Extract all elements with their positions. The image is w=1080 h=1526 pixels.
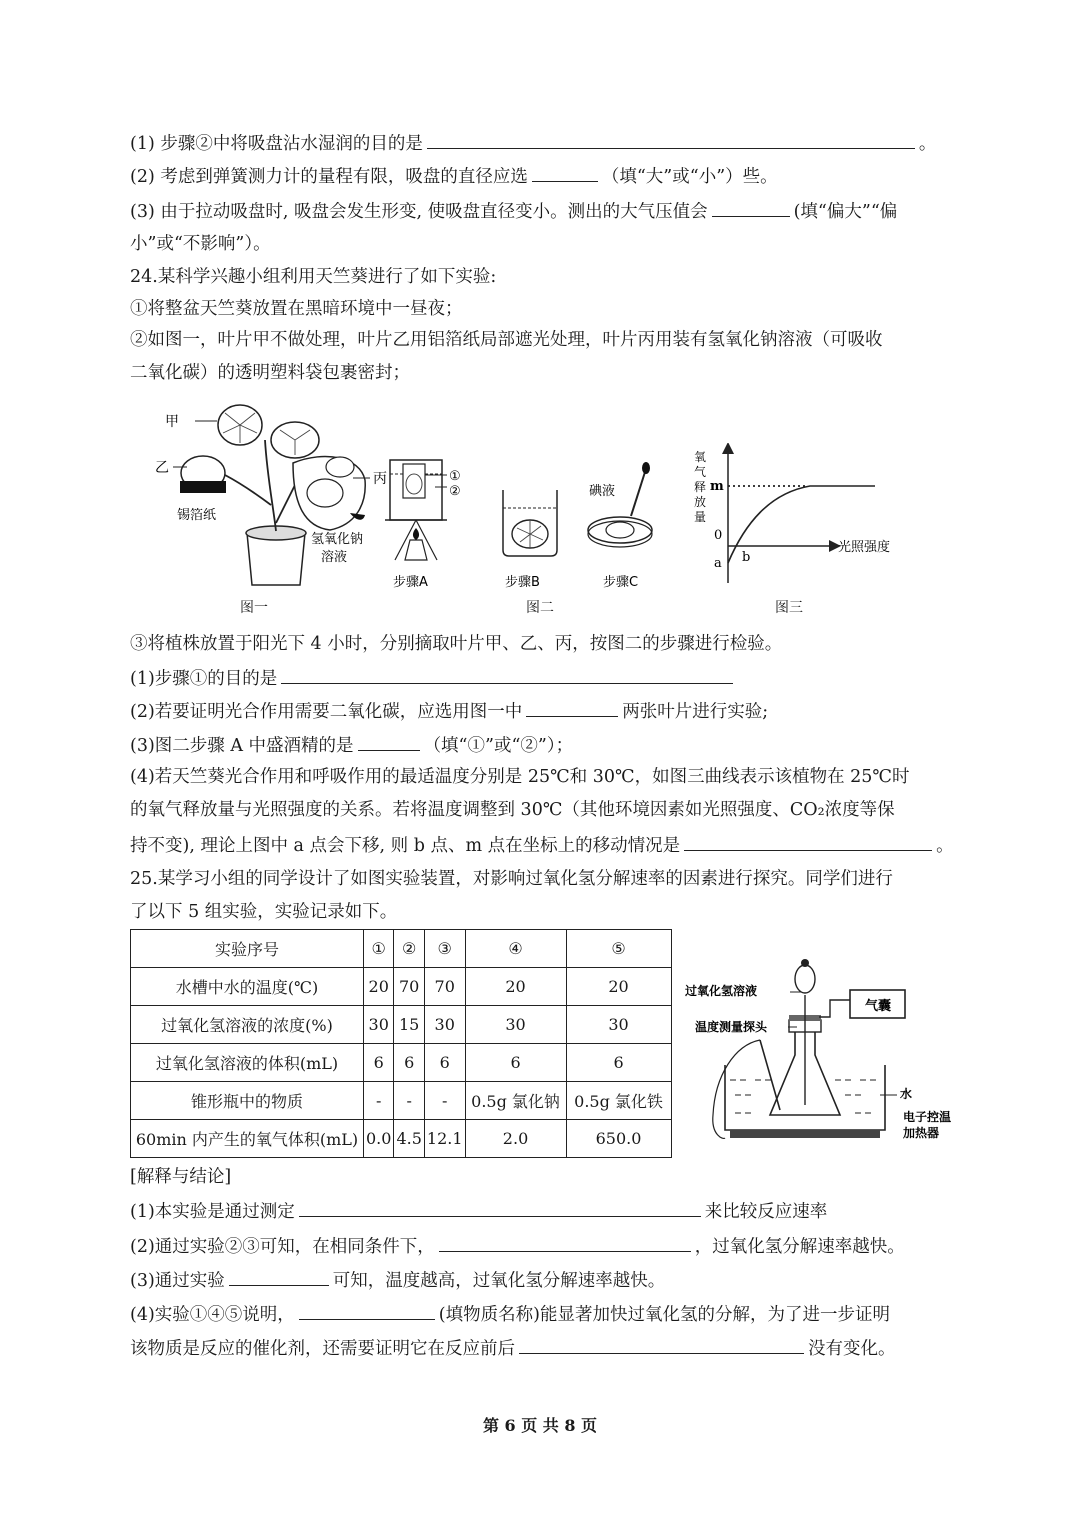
q24-part-2: (2)若要证明光合作用需要二氧化碳，应选用图一中 两张叶片进行实验; — [130, 698, 768, 724]
q24-step-2b: 二氧化碳）的透明塑料袋包裹密封； — [130, 363, 410, 383]
q25-part-4a: (4)实验①④⑤说明， (填物质名称)能显著加快过氧化氢的分解，为了进一步证明 — [130, 1301, 890, 1327]
label-m: m — [710, 479, 724, 494]
q24-part-4a: (4)若天竺葵光合作用和呼吸作用的最适温度分别是 25℃和 30℃，如图三曲线表示该植物在 25℃时 — [130, 767, 910, 787]
answer-blank[interactable] — [684, 832, 932, 851]
q25-part-4b: 该物质是反应的催化剂，还需要证明它在反应前后 没有变化。 — [130, 1335, 896, 1361]
answer-blank[interactable] — [712, 198, 790, 217]
label-circle-1: ① — [449, 469, 461, 484]
q25-title-1: 25.某学习小组的同学设计了如图实验装置，对影响过氧化氢分解速率的因素进行探究。同学们进行 — [130, 869, 893, 889]
label-water: 水 — [900, 1087, 913, 1101]
q24-step-1: ①将整盆天竺葵放置在黑暗环境中一昼夜； — [130, 299, 463, 319]
label-foil: 锡箔纸 — [177, 508, 217, 523]
y-label-1: 氧 — [694, 450, 707, 464]
answer-blank[interactable] — [358, 732, 420, 751]
q23-line-1: (1) 步骤②中将吸盘沾水湿润的目的是 。 — [130, 130, 936, 156]
y-label-4: 放 — [694, 495, 707, 509]
heater-plate — [730, 1130, 880, 1138]
oxygen-light-graph — [690, 443, 930, 643]
answer-blank[interactable] — [519, 1335, 804, 1354]
q24-step-3: ③将植株放置于阳光下 4 小时，分别摘取叶片甲、乙、丙，按图二的步骤进行检验。 — [130, 634, 783, 654]
label-heater-1: 电子控温 — [903, 1110, 952, 1124]
q24-part-3: (3)图二步骤 A 中盛酒精的是 （填“①”或“②”）； — [130, 732, 573, 758]
label-yi: 乙 — [155, 460, 169, 476]
q24-part-4c: 持不变), 理论上图中 a 点会下移, 则 b 点、m 点在坐标上的移动情况是 。 — [130, 832, 954, 858]
table-row: 实验序号 ① ② ③ ④ ⑤ — [131, 930, 672, 968]
label-naoh-2: 溶液 — [321, 550, 348, 565]
label-b: b — [742, 550, 751, 565]
answer-blank[interactable] — [281, 665, 733, 684]
q25-part-1: (1)本实验是通过测定 来比较反应速率 — [130, 1198, 827, 1224]
caption-fig1: 图一 — [240, 600, 268, 616]
plant-figure — [155, 395, 395, 600]
q24-part-1: (1)步骤①的目的是 — [130, 665, 737, 691]
label-heater-2: 加热器 — [903, 1126, 940, 1140]
q24-part-4b: 的氧气释放量与光照强度的关系。若将温度调整到 30℃（其他环境因素如光照强度、CO₂浓度等保 — [130, 800, 895, 820]
label-h2o2: 过氧化氢溶液 — [685, 984, 758, 998]
label-step-c: 步骤C — [603, 575, 639, 590]
label-naoh-1: 氢氧化钠 — [311, 532, 364, 547]
y-label-5: 量 — [694, 510, 707, 524]
answer-blank[interactable] — [439, 1233, 691, 1252]
label-step-a: 步骤A — [393, 575, 428, 590]
table-row: 60min 内产生的氧气体积(mL) 0.0 4.5 12.1 2.0 650.0 — [131, 1120, 672, 1158]
label-step-b: 步骤B — [505, 575, 540, 590]
caption-fig2: 图二 — [526, 600, 554, 616]
answer-blank[interactable] — [229, 1267, 329, 1286]
answer-blank[interactable] — [532, 163, 598, 182]
page-footer: 第 6 页 共 8 页 — [482, 1416, 598, 1435]
y-label-2: 气 — [694, 465, 707, 479]
caption-fig3: 图三 — [775, 600, 803, 616]
q24-step-2a: ②如图一，叶片甲不做处理，叶片乙用铝箔纸局部遮光处理，叶片丙用装有氢氧化钠溶液（可吸收 — [130, 330, 883, 350]
x-label: 光照强度 — [838, 540, 891, 555]
answer-blank[interactable] — [299, 1301, 435, 1320]
label-jia: 甲 — [165, 414, 179, 430]
table-row: 水槽中水的温度(℃) 20 70 70 20 20 — [131, 968, 672, 1006]
experiment-table — [130, 929, 672, 1158]
q25-part-2: (2)通过实验②③可知，在相同条件下， ，过氧化氢分解速率越快。 — [130, 1233, 905, 1259]
q23-line-3: (3) 由于拉动吸盘时, 吸盘会发生形变, 使吸盘直径变小。测出的大气压值会 (填“偏大”“偏 — [130, 198, 897, 224]
table-row: 过氧化氢溶液的浓度(%) 30 15 30 30 30 — [131, 1006, 672, 1044]
q25-part-3: (3)通过实验 可知，温度越高，过氧化氢分解速率越快。 — [130, 1267, 665, 1293]
q23-line-4: 小”或“不影响”）。 — [130, 234, 271, 254]
table-row: 锥形瓶中的物质 - - - 0.5g 氯化钠 0.5g 氯化铁 — [131, 1082, 672, 1120]
figures-row — [130, 395, 950, 625]
q24-title: 24.某科学兴趣小组利用天竺葵进行了如下实验: — [130, 267, 497, 287]
apparatus-figure — [685, 955, 975, 1155]
label-circle-2: ② — [449, 484, 461, 499]
label-zero: 0 — [714, 528, 723, 543]
label-bag: 气囊 — [865, 999, 892, 1014]
answer-blank[interactable] — [526, 698, 618, 717]
q25-title-2: 了以下 5 组实验，实验记录如下。 — [130, 902, 398, 922]
label-a: a — [714, 556, 722, 571]
answer-blank[interactable] — [427, 130, 915, 149]
q23-line-2: (2) 考虑到弹簧测力计的量程有限，吸盘的直径应选 （填“大”或“小”）些。 — [130, 163, 778, 189]
steps-figure — [375, 450, 685, 650]
y-label-3: 释 — [694, 480, 707, 494]
table-row: 过氧化氢溶液的体积(mL) 6 6 6 6 6 — [131, 1044, 672, 1082]
label-bing: 丙 — [373, 471, 387, 487]
label-probe: 温度测量探头 — [695, 1020, 768, 1034]
foil-shape — [180, 481, 226, 493]
label-iodine: 碘液 — [589, 484, 616, 499]
answer-blank[interactable] — [299, 1198, 701, 1217]
conclusion-heading: [解释与结论] — [130, 1167, 232, 1187]
